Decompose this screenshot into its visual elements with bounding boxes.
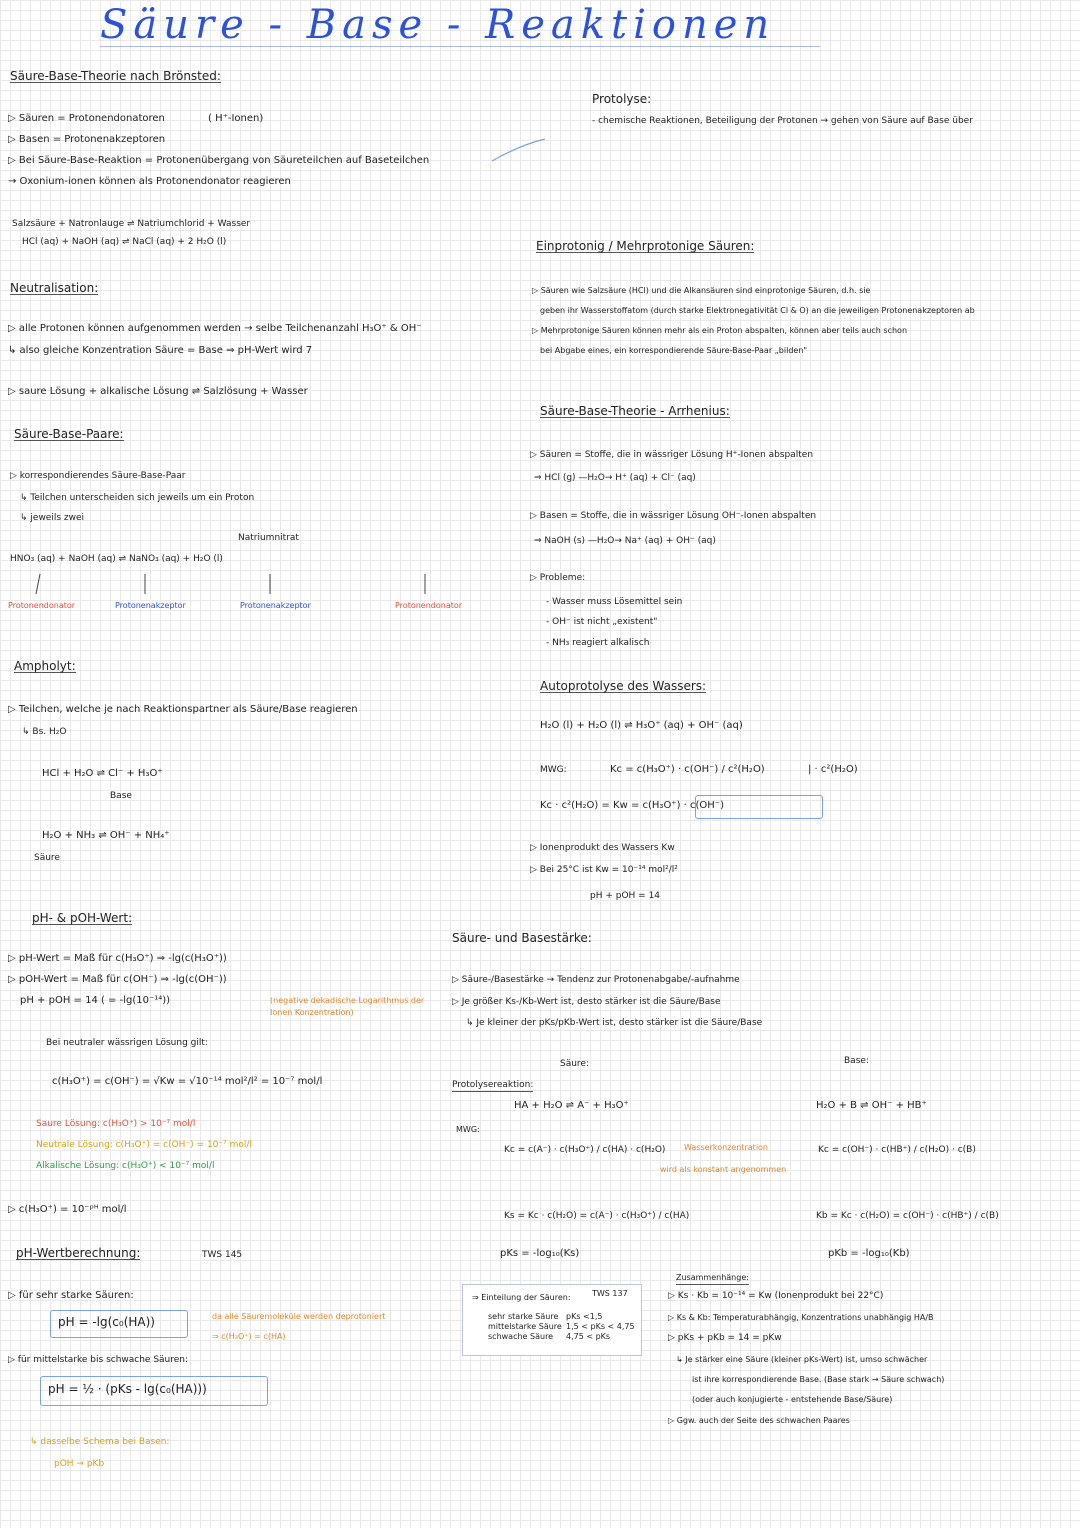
staerke-ks: Ks = Kc · c(H₂O) = c(A⁻) · c(H₃O⁺) / c(HA) (504, 1211, 690, 1221)
ampholyt-eq-1-sub: Base (110, 791, 132, 801)
ph-saure: Saure Lösung: c(H₃O⁺) > 10⁻⁷ mol/l (36, 1119, 196, 1129)
paare-eq-name: Natriumnitrat (238, 533, 299, 543)
bronsted-line-2: ▷ Basen = Protonenakzeptoren (8, 134, 166, 145)
arrhenius-line-7: - OH⁻ ist nicht „existent" (546, 617, 658, 627)
page-title: Säure - Base - Reaktionen (100, 2, 776, 48)
einprot-line-1: ▷ Säuren wie Salzsäure (HCl) und die Alkansäuren sind einprotonige Säuren, d.h. sie (532, 286, 871, 295)
auto-kw: Kc · c²(H₂O) = Kw = c(H₃O⁺) · c(OH⁻) (540, 800, 724, 811)
protolyse-heading: Protolyse: (592, 92, 652, 106)
arrhenius-line-6: - Wasser muss Lösemittel sein (546, 597, 683, 607)
auto-eq: H₂O (l) + H₂O (l) ⇌ H₃O⁺ (aq) + OH⁻ (aq) (540, 720, 743, 731)
bronsted-line-4: → Oxonium-ionen können als Protonendonator reagieren (8, 176, 291, 187)
table-row-3-value: 4,75 < pKs (566, 1332, 611, 1341)
bronsted-heading: Säure-Base-Theorie nach Brönsted: (10, 69, 221, 83)
staerke-base-label: Base: (844, 1056, 869, 1066)
ph-line-4: Bei neutraler wässrigen Lösung gilt: (46, 1038, 208, 1048)
paare-eq: HNO₃ (aq) + NaOH (aq) ⇌ NaNO₃ (aq) + H₂O (l) (10, 554, 223, 564)
staerke-pks: pKs = -log₁₀(Ks) (500, 1248, 580, 1259)
paare-label-akzeptor-2: Protonenakzeptor (240, 601, 311, 610)
staerke-line-1: ▷ Säure-/Basestärke → Tendenz zur Protonenabgabe/-aufnahme (452, 975, 740, 985)
phcalc-line-2: ▷ für mittelstarke bis schwache Säuren: (8, 1355, 189, 1365)
phcalc-line-3: ↳ dasselbe Schema bei Basen: (30, 1437, 170, 1447)
zus-line-5: ist ihre korrespondierende Base. (Base stark → Säure schwach) (692, 1375, 945, 1384)
phcalc-ref: TWS 145 (202, 1250, 243, 1260)
einteilung-ref: TWS 137 (592, 1289, 628, 1298)
staerke-line-2: ▷ Je größer Ks-/Kb-Wert ist, desto stärker ist die Säure/Base (452, 997, 721, 1007)
auto-kc-side: | · c²(H₂O) (808, 764, 858, 775)
einprot-line-4: bei Abgabe eines, ein korrespondierende Säure-Base-Paar „bilden" (540, 346, 808, 355)
einteilung-heading: ⇒ Einteilung der Säuren: (472, 1293, 571, 1302)
ph-line-1: ▷ pH-Wert = Maß für c(H₃O⁺) ⇒ -lg(c(H₃O⁺)) (8, 953, 227, 964)
neutralisation-line-2: ↳ also gleiche Konzentration Säure = Base ⇒ pH-Wert wird 7 (8, 345, 313, 356)
bronsted-line-1-ions: ( H⁺-Ionen) (208, 113, 264, 124)
ampholyt-eq-2: H₂O + NH₃ ⇌ OH⁻ + NH₄⁺ (42, 830, 170, 841)
zus-heading: Zusammenhänge: (676, 1272, 749, 1285)
einprot-line-3: ▷ Mehrprotonige Säuren können mehr als ein Proton abspalten, können aber teils auch schon (532, 326, 908, 335)
staerke-line-3: ↳ Je kleiner der pKs/pKb-Wert ist, desto stärker ist die Säure/Base (466, 1018, 763, 1028)
paare-label-donator-1: Protonendonator (8, 601, 76, 610)
ph-line-2: ▷ pOH-Wert = Maß für c(OH⁻) ⇒ -lg(c(OH⁻)) (8, 974, 227, 985)
auto-mwg: MWG: (540, 765, 567, 775)
zus-line-4: ↳ Je stärker eine Säure (kleiner pKs-Wert) ist, umso schwächer (676, 1355, 928, 1364)
phcalc-formula-1-note-1: da alle Säuremoleküle werden deprotoniert (212, 1312, 386, 1321)
title-underline (100, 46, 820, 47)
ampholyt-eq-1: HCl + H₂O ⇌ Cl⁻ + H₃O⁺ (42, 768, 163, 779)
paare-line-2: ↳ Teilchen unterscheiden sich jeweils um ein Proton (20, 493, 255, 503)
paare-heading: Säure-Base-Paare: (14, 427, 124, 441)
phcalc-heading: pH-Wertberechnung: (16, 1246, 141, 1260)
bronsted-line-1: ▷ Säuren = Protonendonatoren (8, 113, 165, 124)
phcalc-formula-1: pH = -lg(c₀(HA)) (58, 1315, 155, 1329)
staerke-kc-saeure: Kc = c(A⁻) · c(H₃O⁺) / c(HA) · c(H₂O) (504, 1145, 666, 1155)
paare-label-akzeptor-1: Protonenakzeptor (115, 601, 186, 610)
staerke-heading: Säure- und Basestärke: (452, 931, 592, 945)
protolyse-reaktion-eq: HA + H₂O ⇌ A⁻ + H₃O⁺ (514, 1100, 629, 1111)
arrhenius-line-5: ▷ Probleme: (530, 573, 586, 583)
paare-line-1: ▷ korrespondierendes Säure-Base-Paar (10, 471, 186, 481)
bronsted-line-3: ▷ Bei Säure-Base-Reaktion = Protonenübergang von Säureteilchen auf Baseteilchen (8, 155, 430, 166)
ph-neutral: Neutrale Lösung: c(H₃O⁺) = c(OH⁻) = 10⁻⁷ mol/l (36, 1140, 252, 1150)
einprot-line-2: geben ihr Wasserstoffatom (durch starke Elektronegativität Cl & O) an die jeweiligen Protonenakzeptoren ab (540, 306, 975, 315)
auto-line-1: ▷ Ionenprodukt des Wassers Kw (530, 843, 675, 853)
paare-connector-lines (0, 566, 470, 602)
wasserkonz-note-1: Wasserkonzentration (684, 1143, 769, 1152)
paare-line-3: ↳ jeweils zwei (20, 513, 85, 523)
staerke-saeure-label: Säure: (560, 1059, 590, 1069)
ph-line-6: ▷ c(H₃O⁺) = 10⁻ᵖᴴ mol/l (8, 1204, 127, 1215)
ph-note: (negative dekadische Logarithmus der Ionen Konzentration) (270, 996, 425, 1017)
bronsted-eq-names: Salzsäure + Natronlauge ⇌ Natriumchlorid + Wasser (12, 219, 251, 229)
arrhenius-line-2: ⇒ HCl (g) —H₂O→ H⁺ (aq) + Cl⁻ (aq) (534, 473, 696, 483)
arrhenius-heading: Säure-Base-Theorie - Arrhenius: (540, 404, 730, 418)
arrhenius-line-8: - NH₃ reagiert alkalisch (546, 638, 650, 648)
neutralisation-line-3: ▷ saure Lösung + alkalische Lösung ⇌ Salzlösung + Wasser (8, 386, 308, 397)
ampholyt-eq-2-sub: Säure (34, 853, 60, 863)
paare-label-donator-2: Protonendonator (395, 601, 463, 610)
auto-line-2: ▷ Bei 25°C ist Kw = 10⁻¹⁴ mol²/l² (530, 865, 678, 875)
auto-heading: Autoprotolyse des Wassers: (540, 679, 707, 693)
neutralisation-line-1: ▷ alle Protonen können aufgenommen werden → selbe Teilchenanzahl H₃O⁺ & OH⁻ (8, 323, 422, 334)
ph-line-3: pH + pOH = 14 ( = -lg(10⁻¹⁴)) (20, 995, 171, 1006)
auto-line-3: pH + pOH = 14 (590, 891, 661, 901)
ph-line-5: c(H₃O⁺) = c(OH⁻) = √Kw = √10⁻¹⁴ mol²/l² = 10⁻⁷ mol/l (52, 1076, 323, 1087)
wasserkonz-note-2: wird als konstant angenommen (660, 1165, 787, 1174)
staerke-pkb: pKb = -log₁₀(Kb) (828, 1248, 910, 1259)
zus-line-3: ▷ pKs + pKb = 14 = pKw (668, 1333, 782, 1343)
base-reaktion-eq: H₂O + B ⇌ OH⁻ + HB⁺ (816, 1100, 927, 1111)
ampholyt-heading: Ampholyt: (14, 659, 76, 673)
zus-line-7: ▷ Ggw. auch der Seite des schwachen Paares (668, 1416, 850, 1425)
neutralisation-heading: Neutralisation: (10, 281, 99, 295)
zus-line-6: (oder auch konjugierte - entstehende Base/Säure) (692, 1395, 893, 1404)
einprot-heading: Einprotonig / Mehrprotonige Säuren: (536, 239, 755, 253)
auto-kc: Kc = c(H₃O⁺) · c(OH⁻) / c²(H₂O) (610, 764, 765, 775)
staerke-kc-base: Kc = c(OH⁻) · c(HB⁺) / c(H₂O) · c(B) (818, 1145, 976, 1155)
phcalc-line-4: pOH → pKb (54, 1459, 105, 1469)
bronsted-eq: HCl (aq) + NaOH (aq) ⇌ NaCl (aq) + 2 H₂O (l) (22, 237, 227, 247)
table-row-2-value: 1,5 < pKs < 4,75 (566, 1322, 635, 1331)
zus-line-2: ▷ Ks & Kb: Temperaturabhängig, Konzentrations unabhängig HA/B (668, 1313, 934, 1322)
arrhenius-line-1: ▷ Säuren = Stoffe, die in wässriger Lösung H⁺-Ionen abspalten (530, 450, 814, 460)
zus-line-1: ▷ Ks · Kb = 10⁻¹⁴ = Kw (Ionenprodukt bei 22°C) (668, 1291, 884, 1301)
table-row-3-name: schwache Säure (488, 1332, 554, 1341)
phcalc-formula-2: pH = ½ · (pKs - lg(c₀(HA))) (48, 1382, 207, 1396)
table-row-1-name: sehr starke Säure (488, 1312, 559, 1321)
kw-box (695, 795, 823, 819)
ph-alkalisch: Alkalische Lösung: c(H₃O⁺) < 10⁻⁷ mol/l (36, 1161, 215, 1171)
staerke-kb: Kb = Kc · c(H₂O) = c(OH⁻) · c(HB⁺) / c(B) (816, 1211, 999, 1221)
table-row-2-name: mittelstarke Säure (488, 1322, 562, 1331)
arrhenius-line-3: ▷ Basen = Stoffe, die in wässriger Lösung OH⁻-Ionen abspalten (530, 511, 817, 521)
ph-heading: pH- & pOH-Wert: (32, 911, 133, 925)
table-row-1-value: pKs <1,5 (566, 1312, 603, 1321)
protolyse-text: - chemische Reaktionen, Beteiligung der Protonen → gehen von Säure auf Base über (592, 116, 973, 126)
phcalc-formula-1-note-2: ⇒ c(H₃O⁺) = c(HA) (212, 1332, 286, 1341)
protolyse-reaktion-heading: Protolysereaktion: (452, 1080, 534, 1090)
phcalc-line-1: ▷ für sehr starke Säuren: (8, 1290, 134, 1301)
ampholyt-line-1: ▷ Teilchen, welche je nach Reaktionspartner als Säure/Base reagieren (8, 704, 358, 715)
staerke-mwg: MWG: (456, 1125, 480, 1134)
arrhenius-line-4: ⇒ NaOH (s) —H₂O→ Na⁺ (aq) + OH⁻ (aq) (534, 536, 716, 546)
ampholyt-line-2: ↳ Bs. H₂O (22, 727, 67, 737)
arrow-icon (490, 135, 550, 165)
